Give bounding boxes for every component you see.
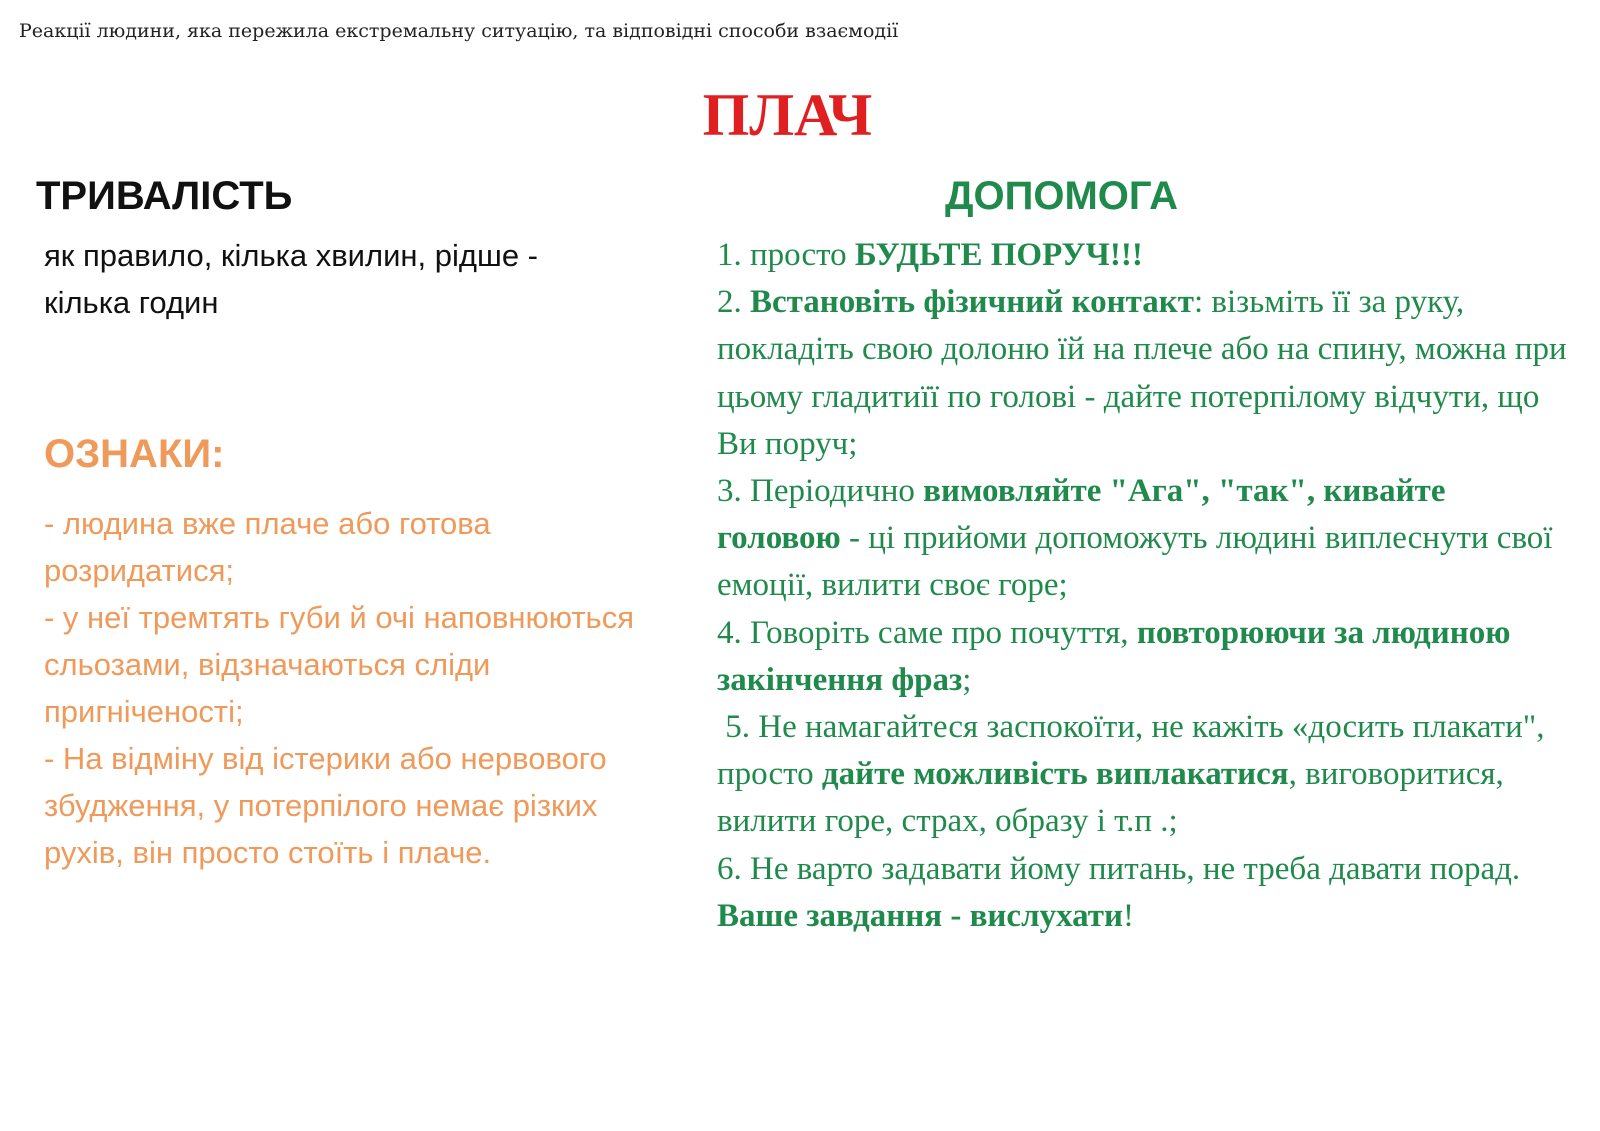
emphasis-text: БУДЬТЕ ПОРУЧ!!! — [854, 237, 1143, 273]
list-item — [717, 610, 1567, 704]
body-text: ; — [962, 661, 972, 698]
emphasis-text: Встановіть фізичний контакт — [750, 284, 1194, 321]
left-column — [36, 172, 656, 876]
body-text: 3. Періодично — [717, 473, 924, 510]
emphasis-text: Ваше завдання - вислухати — [717, 897, 1124, 934]
duration-heading: ТРИВАЛІСТЬ — [36, 174, 293, 218]
list-item — [717, 279, 1575, 468]
list-item — [717, 704, 1567, 846]
signs-list — [44, 500, 649, 876]
body-text: 4. Говоріть саме про почуття, — [717, 614, 1137, 651]
body-text: , виговоритися, вилити горе, страх, образу і т.п .; — [717, 756, 1513, 840]
help-list — [717, 232, 1575, 940]
page-title: ПЛАЧ — [702, 82, 873, 148]
signs-heading: ОЗНАКИ: — [44, 432, 225, 476]
list-item — [717, 468, 1567, 610]
emphasis-text: повторюючи за людиною закінчення фраз — [717, 614, 1519, 698]
list-item — [717, 232, 1567, 279]
right-column — [717, 172, 1575, 940]
emphasis-text: дайте можливість виплакатися — [821, 756, 1289, 793]
body-text: 6. Не варто задавати йому питань, не треба давати порад. — [717, 850, 1529, 887]
list-item — [717, 846, 1567, 940]
body-text: ! — [1123, 897, 1135, 934]
list-item: - людина вже плаче або готова розридатися; — [44, 506, 491, 588]
duration-text: як правило, кілька хвилин, рідше - кілька годин — [44, 238, 539, 320]
body-text: - ці прийоми допоможуть людині виплеснути свої емоції, вилити своє горе; — [717, 520, 1561, 604]
emphasis-text: вимовляйте "Ага", "так", кивайте головою — [717, 473, 1454, 557]
help-heading: ДОПОМОГА — [945, 174, 1178, 218]
body-text: 5. Не намагайтеся заспокоїти, не кажіть «досить плакати", просто — [717, 709, 1553, 793]
body-text: 1. просто — [717, 237, 855, 273]
body-text: 2. — [717, 284, 750, 321]
document-caption: Реакції людини, яка пережила екстремальну ситуацію, та відповідні способи взаємодії — [19, 20, 899, 42]
list-item: - у неї тремтять губи й очі наповнюються сльозами, відзначаються сліди пригніченості; — [44, 600, 634, 729]
list-item: - На відміну від істерики або нервового збудження, у потерпілого немає різких рухів, він просто стоїть і плаче. — [44, 741, 607, 870]
body-text: : візьміть її за руку, покладіть свою долоню їй на плече або на спину, можна при цьому гладитиїї по голові - дайте потерпілому відчути, що Ви поруч; — [717, 284, 1575, 462]
